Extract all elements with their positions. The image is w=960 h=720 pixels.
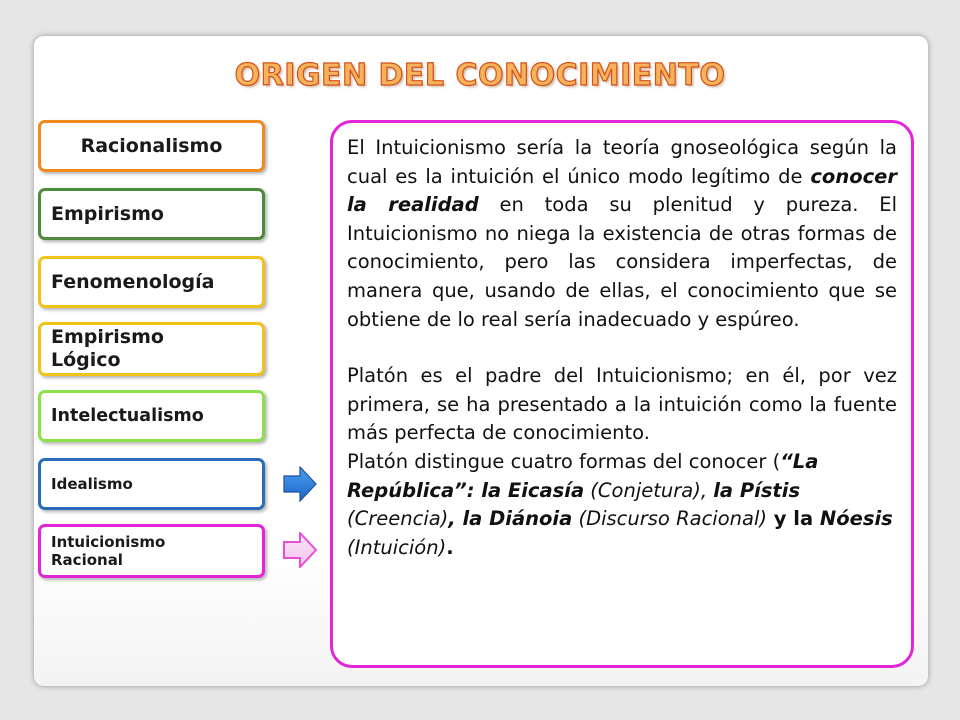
nav-label: Intelectualismo — [51, 405, 204, 426]
emphasis-text: Nóesis — [819, 507, 893, 531]
nav-item-intuicionismo-racional[interactable] — [38, 524, 265, 578]
nav-item-fenomenologia[interactable] — [38, 256, 265, 308]
nav-label: Empirismo Lógico — [51, 326, 164, 371]
nav-label: Intuicionismo Racional — [51, 533, 166, 569]
italic-text: (Conjetura), — [584, 478, 714, 502]
italic-text: (Creencia) — [347, 507, 449, 531]
text-span: en toda su plenitud y pureza. El Intuicionismo no niega la existencia de otras formas de conocimiento, pero las considera imperfectas, de manera que, usando de ellas, el conocimiento que se obtiene de lo real sería inadecuado y espúreo. — [347, 193, 898, 331]
nav-item-empirismo[interactable] — [38, 188, 265, 240]
nav-item-intelectualismo[interactable] — [38, 390, 265, 442]
arrow-right-icon[interactable] — [283, 532, 317, 568]
nav-item-empirismo-logico[interactable] — [38, 322, 265, 376]
bold-text: y la — [766, 507, 820, 531]
nav-label: Fenomenología — [51, 270, 215, 293]
nav-label: Racionalismo — [80, 134, 223, 157]
nav-label: Idealismo — [51, 475, 133, 493]
italic-text: (Intuición) — [347, 535, 447, 559]
text-span: El Intuicionismo sería la teoría gnoseológica según la cual es la intuición el único modo legítimo de — [347, 136, 897, 188]
emphasis-text: “La República”: la Eicasía — [347, 449, 819, 502]
nav-item-idealismo[interactable] — [38, 458, 265, 510]
emphasis-text: conocer la realidad — [347, 164, 897, 217]
nav-item-racionalismo[interactable] — [38, 120, 265, 172]
paragraph-formas — [347, 448, 897, 562]
bold-text: . — [446, 535, 454, 559]
content-text — [347, 134, 897, 562]
paragraph-definition — [347, 134, 897, 334]
italic-text: (Discurso Racional) — [572, 507, 767, 531]
arrow-right-icon[interactable] — [283, 466, 317, 502]
page-title: ORIGEN DEL CONOCIMIENTO — [234, 58, 726, 93]
text-span: Platón distingue cuatro formas del conocer ( — [347, 449, 781, 473]
emphasis-text: , la Diánoia — [448, 507, 573, 531]
nav-label: Empirismo — [51, 202, 164, 225]
emphasis-text: la Pístis — [713, 478, 801, 502]
paragraph-platon: Platón es el padre del Intuicionismo; en él, por vez primera, se ha presentado a la intuición como la fuente más perfecta de conocimiento. — [347, 364, 897, 445]
